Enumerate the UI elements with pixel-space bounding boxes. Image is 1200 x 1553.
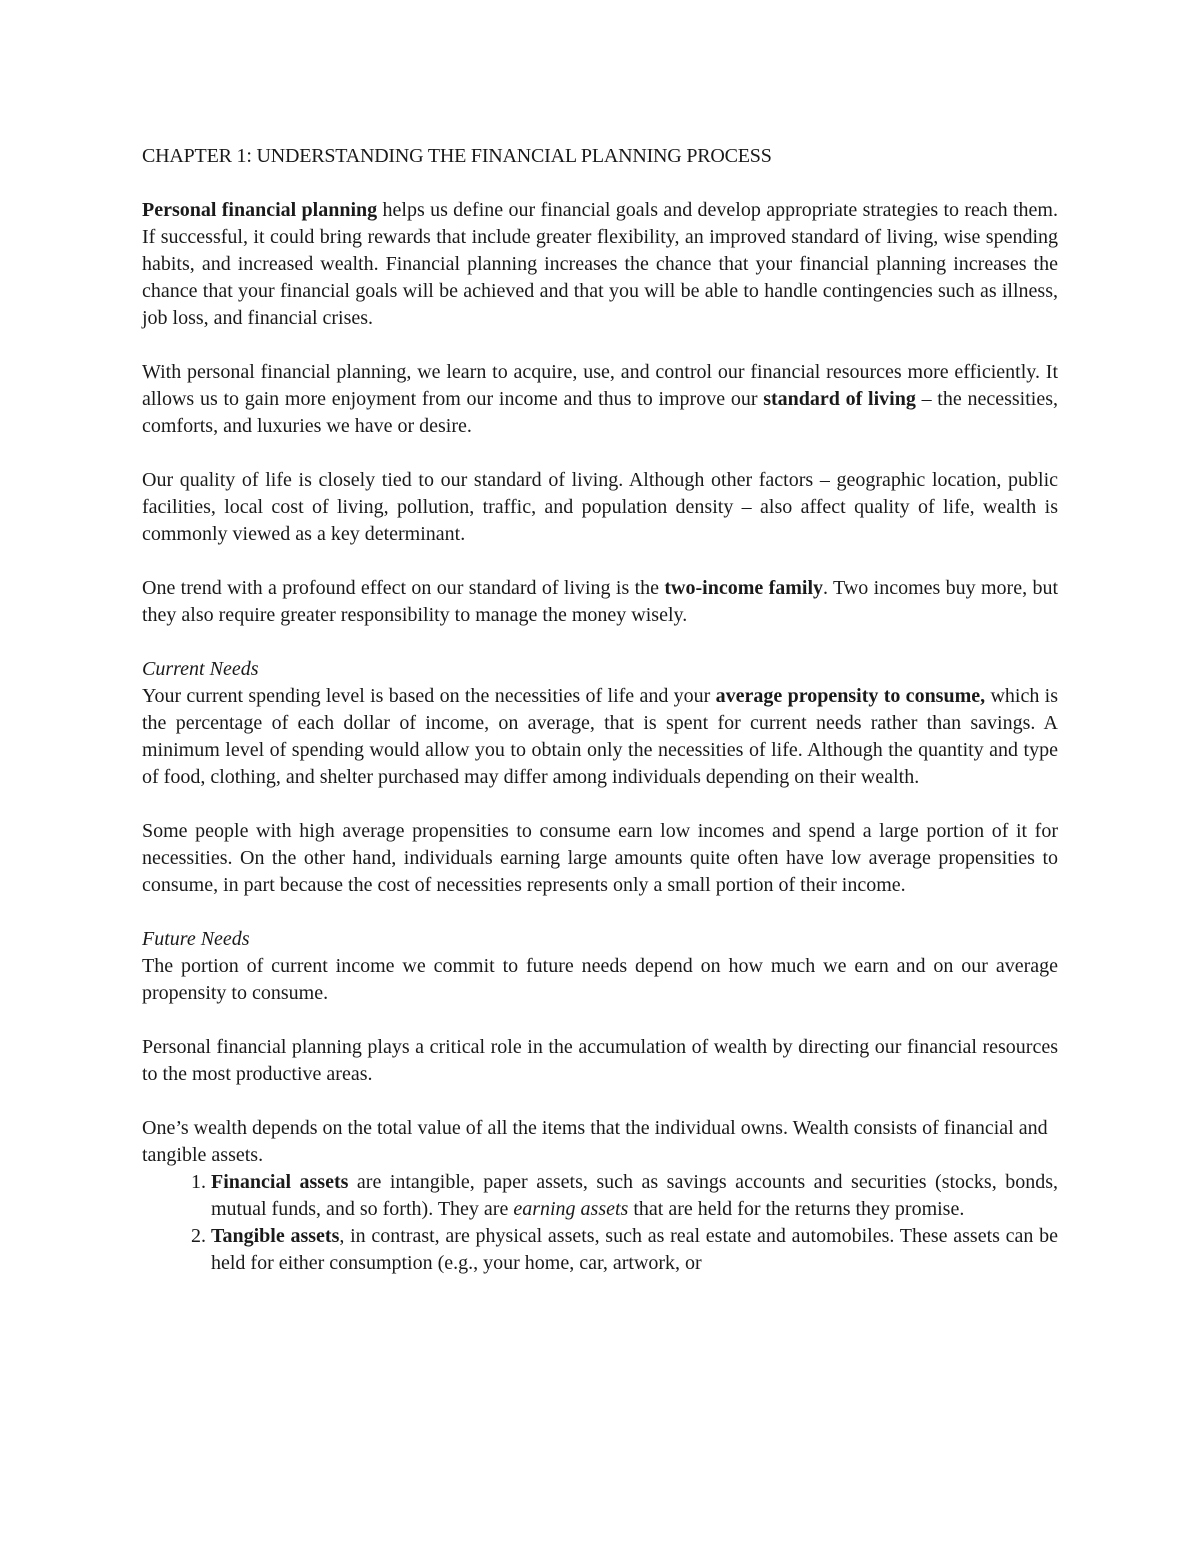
term-earning-assets: earning assets: [513, 1198, 629, 1220]
paragraph-text: – the necessities, comforts, and luxuries we have or desire.: [142, 388, 1058, 437]
term-two-income-family: two-income family: [664, 577, 824, 599]
term-standard-of-living: standard of living: [763, 388, 916, 410]
term-personal-financial-planning: Personal financial planning: [142, 199, 378, 221]
paragraph-quality-of-life: Our quality of life is closely tied to our standard of living. Although other factors – geographic location, public facilities, local cost of living, pollution, traffic, and population density – also affect quality of life, wealth is commonly viewed as a key determinant.: [142, 469, 1058, 545]
term-financial-assets: Financial assets: [211, 1171, 349, 1193]
section-current-needs: [142, 656, 1058, 791]
list-item-text: are intangible, paper assets, such as savings accounts and securities (stocks, bonds, mutual funds, and so forth). They are: [211, 1171, 1058, 1220]
list-item-text: that are held for the returns they promise.: [628, 1198, 965, 1220]
paragraph-standard-of-living: [142, 359, 1058, 440]
paragraph-accumulation-of-wealth: Personal financial planning plays a critical role in the accumulation of wealth by directing our financial resources to the most productive areas.: [142, 1036, 1058, 1085]
paragraph-text: One trend with a profound effect on our standard of living is the: [142, 577, 665, 599]
asset-list: [142, 1169, 1058, 1277]
heading-current-needs: Current Needs: [142, 658, 259, 680]
paragraph-high-propensities: Some people with high average propensities to consume earn low incomes and spend a large portion of it for necessities. On the other hand, individuals earning large amounts quite often have low average propensities to consume, in part because the cost of necessities represents only a small portion of their income.: [142, 820, 1058, 896]
list-item-financial-assets: [211, 1169, 1058, 1223]
term-tangible-assets: Tangible assets: [211, 1225, 340, 1247]
paragraph-two-income-family: [142, 575, 1058, 629]
document-page: [142, 143, 1058, 1277]
paragraph-personal-financial-planning: [142, 197, 1058, 332]
chapter-title: CHAPTER 1: UNDERSTANDING THE FINANCIAL PLANNING PROCESS: [142, 145, 772, 167]
paragraph-text: helps us define our financial goals and develop appropriate strategies to reach them. If successful, it could bring rewards that include greater flexibility, an improved standard of living, wise spending habits, and increased wealth. Financial planning increases the chance that your financial planning increases the chance that your financial goals will be achieved and that you will be able to handle contingencies such as illness, job loss, and financial crises.: [142, 199, 1058, 329]
paragraph-text: With personal financial planning, we learn to acquire, use, and control our financial resources more efficiently. It allows us to gain more enjoyment from our income and thus to improve our: [142, 361, 1058, 410]
paragraph-wealth-consists: One’s wealth depends on the total value of all the items that the individual owns. Wealth consists of financial and tangible assets.: [142, 1117, 1048, 1166]
paragraph-text: The portion of current income we commit to future needs depend on how much we earn and on our average propensity to consume.: [142, 955, 1058, 1004]
section-future-needs: [142, 926, 1058, 1007]
list-item-tangible-assets: [211, 1223, 1058, 1277]
paragraph-text: Your current spending level is based on the necessities of life and your: [142, 685, 716, 707]
term-average-propensity: average propensity to consume,: [715, 685, 986, 707]
paragraph-text: which is the percentage of each dollar of income, on average, that is spent for current needs rather than savings. A minimum level of spending would allow you to obtain only the necessities of life. Although the quantity and type of food, clothing, and shelter purchased may differ among individuals depending on their wealth.: [142, 685, 1058, 788]
list-item-text: , in contrast, are physical assets, such as real estate and automobiles. These assets can be held for either consumption (e.g., your home, car, artwork, or: [211, 1225, 1058, 1274]
paragraph-text: . Two incomes buy more, but they also require greater responsibility to manage the money wisely.: [142, 577, 1059, 626]
heading-future-needs: Future Needs: [142, 928, 250, 950]
